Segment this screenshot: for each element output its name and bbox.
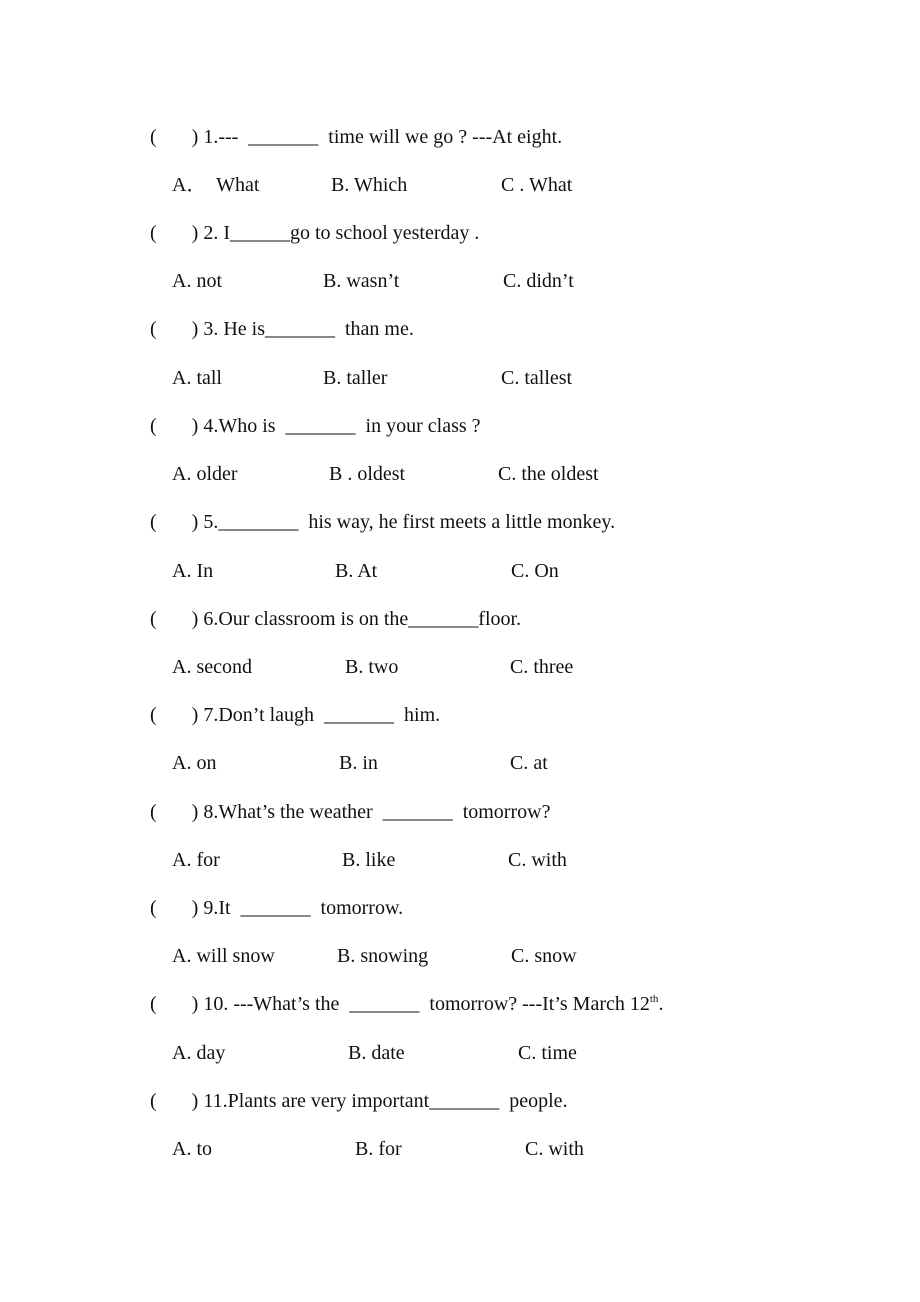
q1-option-b: B. Which <box>331 174 408 196</box>
q8-option-a: A. for <box>172 849 220 871</box>
q1-option-a: A． What <box>172 174 260 196</box>
q1-option-c: C . What <box>501 174 573 196</box>
question-9: ( ) 9.It _______ tomorrow. <box>150 897 404 919</box>
q9-option-a: A. will snow <box>172 945 275 967</box>
question-7: ( ) 7.Don’t laugh _______ him. <box>150 704 441 726</box>
q5-option-a: A. In <box>172 560 214 582</box>
q5-option-b: B. At <box>335 560 378 582</box>
q7-option-b: B. in <box>339 752 378 774</box>
q11-option-c: C. with <box>525 1138 584 1160</box>
q6-option-a: A. second <box>172 656 252 678</box>
question-2: ( ) 2. I______go to school yesterday . <box>150 222 480 244</box>
question-4: ( ) 4.Who is _______ in your class ? <box>150 415 481 437</box>
q2-option-a: A. not <box>172 270 222 292</box>
q7-option-a: A. on <box>172 752 217 774</box>
question-8: ( ) 8.What’s the weather _______ tomorrow? <box>150 801 551 823</box>
q4-option-b: B . oldest <box>329 463 406 485</box>
q8-option-b: B. like <box>342 849 396 871</box>
q10-option-a: A. day <box>172 1042 226 1064</box>
q3-option-c: C. tallest <box>501 367 573 389</box>
q2-option-c: C. didn’t <box>503 270 574 292</box>
question-11: ( ) 11.Plants are very important_______ people. <box>150 1090 568 1112</box>
q10-option-b: B. date <box>348 1042 405 1064</box>
question-10-end: . <box>658 993 664 1015</box>
question-5: ( ) 5.________ his way, he first meets a little monkey. <box>150 511 616 533</box>
q9-option-b: B. snowing <box>337 945 429 967</box>
q9-option-c: C. snow <box>511 945 577 967</box>
q6-option-c: C. three <box>510 656 574 678</box>
q7-option-c: C. at <box>510 752 548 774</box>
question-10-superscript: th <box>649 993 659 1005</box>
q5-option-c: C. On <box>511 560 559 582</box>
question-6: ( ) 6.Our classroom is on the_______floor. <box>150 608 522 630</box>
q3-option-a: A. tall <box>172 367 222 389</box>
question-10-text: ( ) 10. ---What’s the _______ tomorrow? ---It’s March 12 <box>150 993 650 1015</box>
q6-option-b: B. two <box>345 656 399 678</box>
q4-option-a: A. older <box>172 463 238 485</box>
q8-option-c: C. with <box>508 849 567 871</box>
q2-option-b: B. wasn’t <box>323 270 400 292</box>
q11-option-a: A. to <box>172 1138 212 1160</box>
question-10 <box>150 992 663 1016</box>
q10-option-c: C. time <box>518 1042 577 1064</box>
question-1: ( ) 1.--- _______ time will we go ? ---At eight. <box>150 126 563 148</box>
q11-option-b: B. for <box>355 1138 402 1160</box>
q3-option-b: B. taller <box>323 367 388 389</box>
q4-option-c: C. the oldest <box>498 463 599 485</box>
question-3: ( ) 3. He is_______ than me. <box>150 318 414 340</box>
